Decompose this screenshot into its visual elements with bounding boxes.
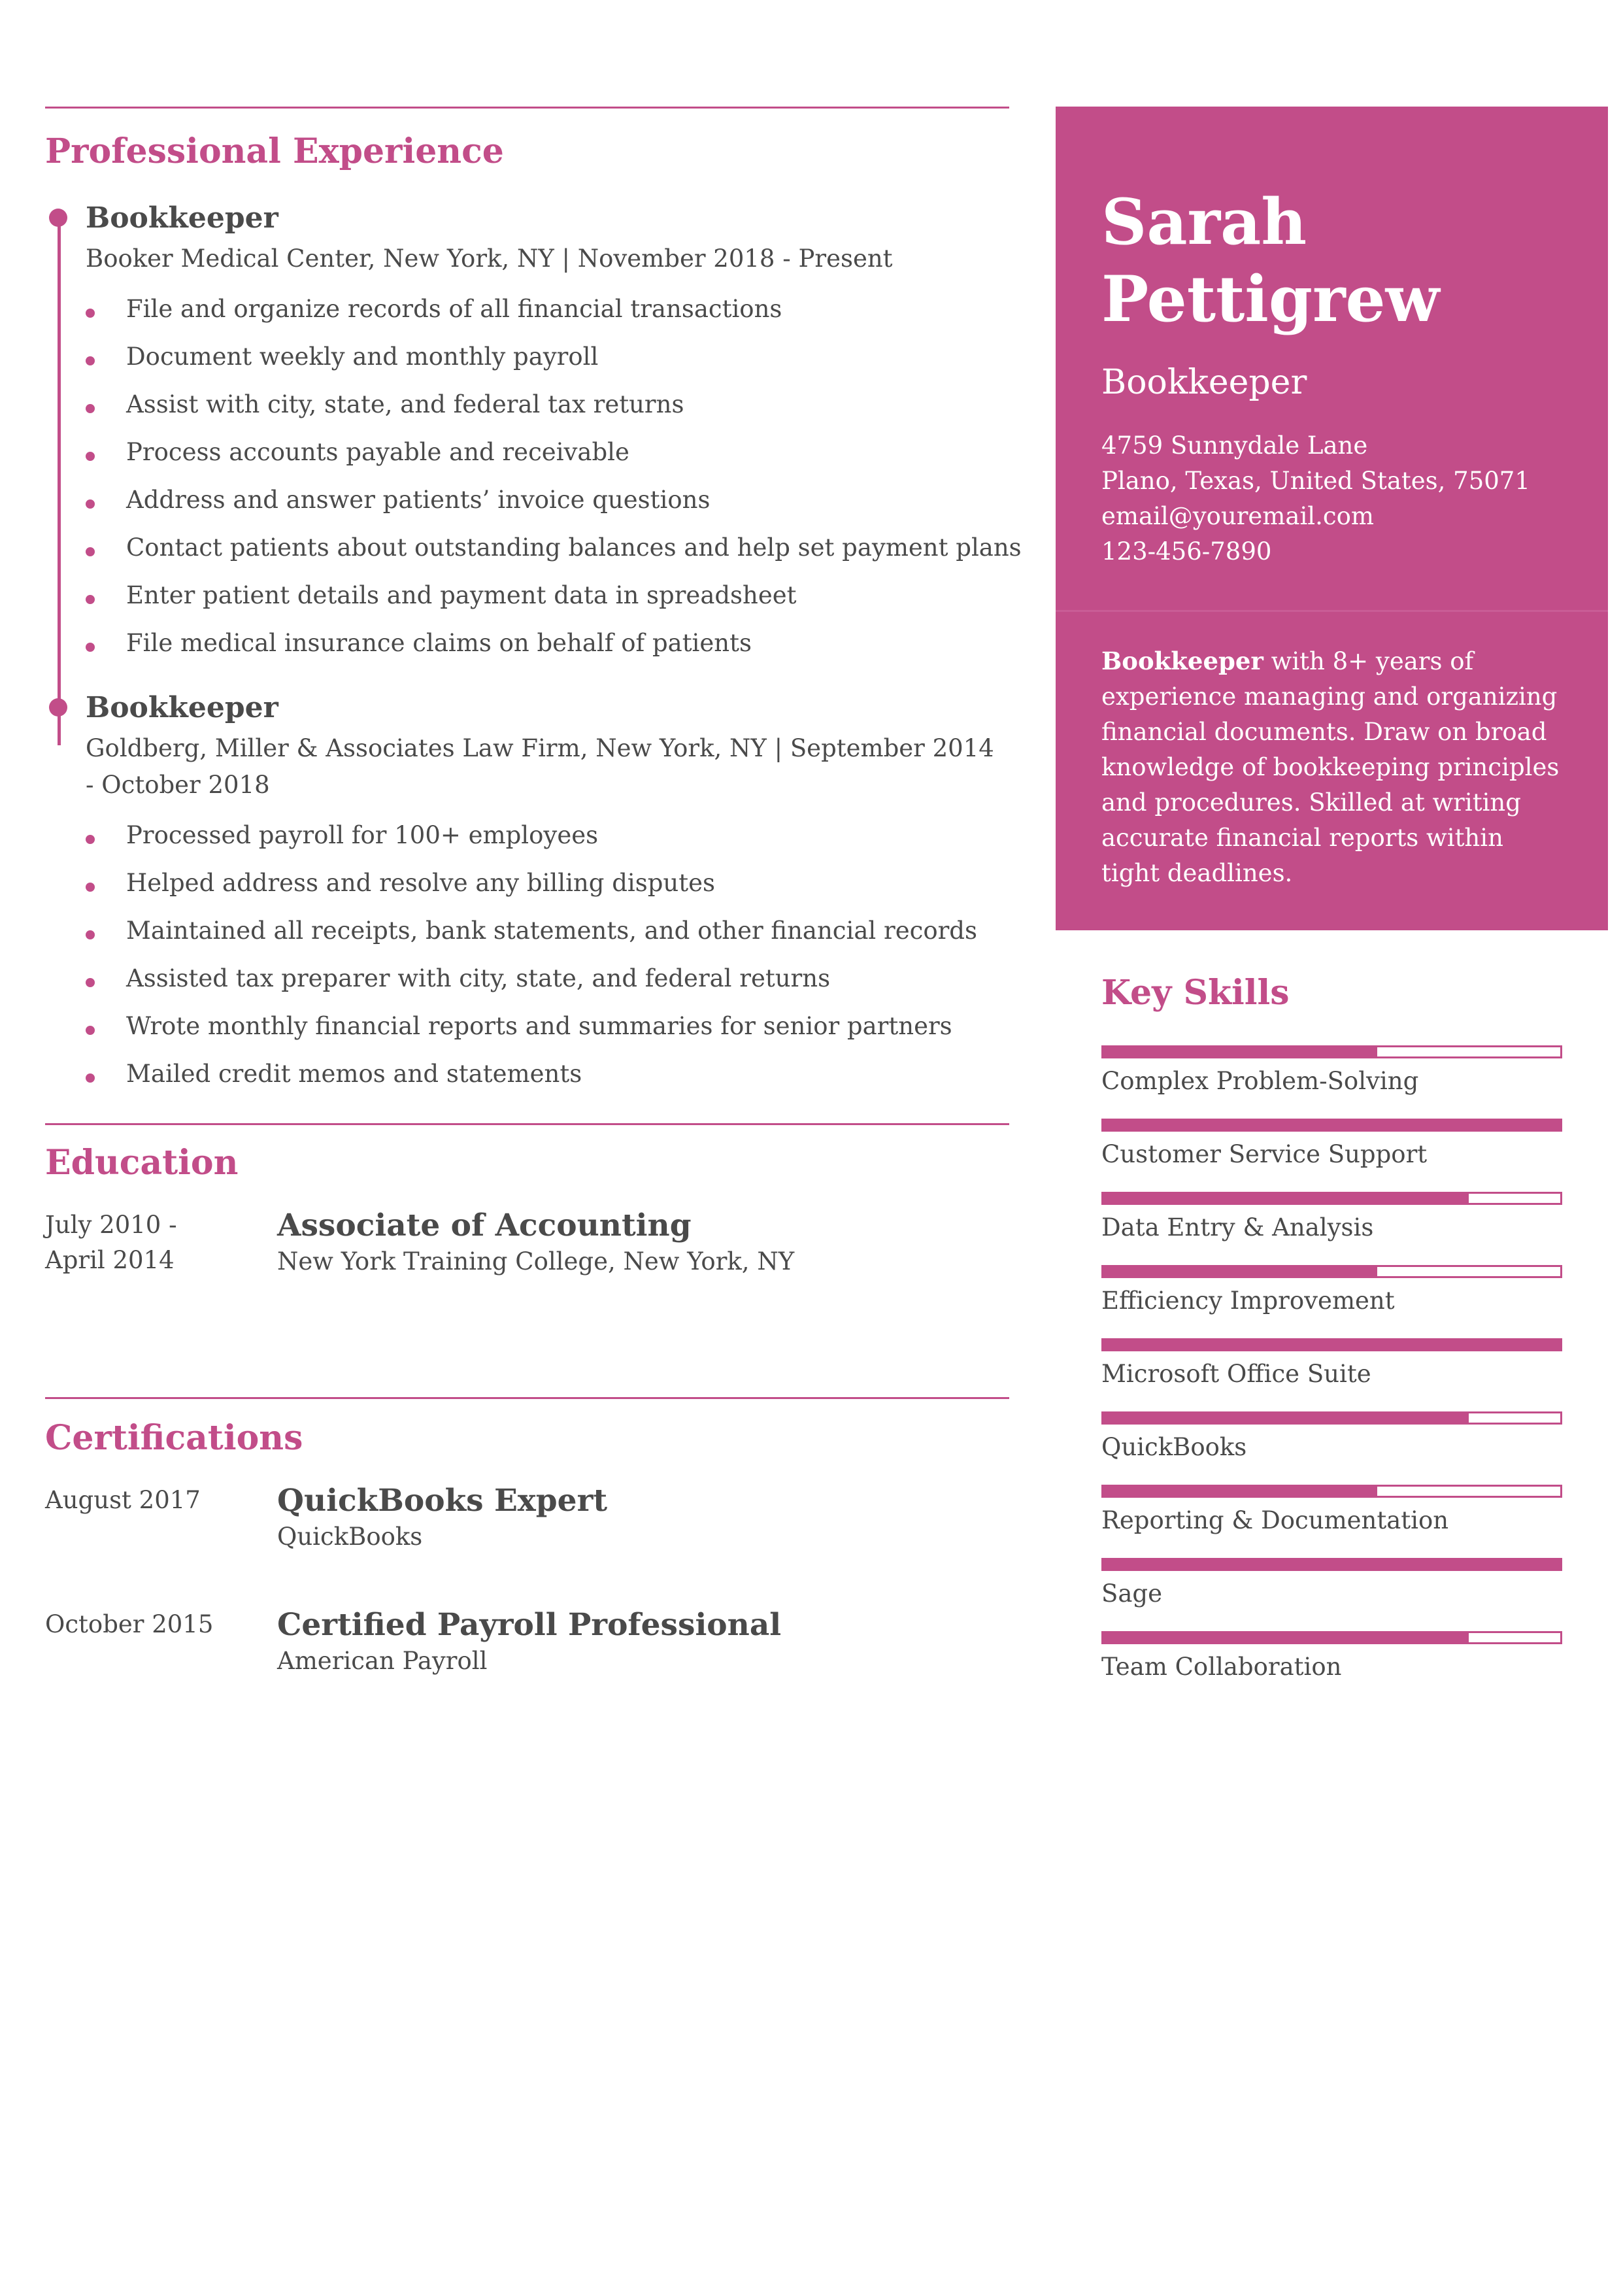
bullet-icon — [86, 547, 95, 556]
skill-bar — [1101, 1558, 1562, 1571]
timeline-dot-icon — [49, 209, 67, 227]
bullet-icon — [86, 499, 95, 509]
sidebar — [1056, 107, 1608, 1704]
experience-timeline — [45, 201, 1022, 1089]
profile-summary — [1056, 612, 1608, 930]
skill-item — [1101, 1411, 1562, 1465]
job-duties — [86, 294, 1022, 658]
profile-header — [1056, 107, 1608, 930]
duty-text: Mailed credit memos and statements — [126, 1060, 582, 1088]
job-entry — [86, 692, 1009, 1089]
bullet-icon — [86, 309, 95, 318]
bullet-icon — [86, 978, 95, 987]
skill-bar-fill — [1103, 1047, 1377, 1056]
duty-item — [86, 390, 1009, 420]
skills-section — [1056, 973, 1608, 1685]
duty-text: Document weekly and monthly payroll — [126, 343, 599, 371]
skill-label: Reporting & Documentation — [1101, 1506, 1449, 1534]
bullet-icon — [86, 452, 95, 461]
bullet-icon — [86, 404, 95, 413]
skill-bar — [1101, 1411, 1562, 1425]
timeline-dot-icon — [49, 698, 67, 717]
skill-label: Complex Problem-Solving — [1101, 1067, 1419, 1095]
duty-item — [86, 1011, 1009, 1041]
certification-entry — [45, 1483, 1009, 1555]
skill-item — [1101, 1119, 1562, 1172]
section-divider — [45, 1397, 1009, 1399]
skill-label: Customer Service Support — [1101, 1140, 1428, 1168]
skill-bar — [1101, 1485, 1562, 1498]
certification-detail — [277, 1483, 607, 1555]
duty-item — [86, 581, 1009, 611]
phone: 123-456-7890 — [1101, 537, 1272, 566]
duty-text: Contact patients about outstanding balances and help set payment plans — [126, 533, 1022, 562]
skill-bar — [1101, 1192, 1562, 1205]
skill-bar-fill — [1103, 1560, 1560, 1569]
certification-entry — [45, 1607, 1009, 1679]
skill-label: Data Entry & Analysis — [1101, 1213, 1374, 1241]
institution: New York Training College, New York, NY — [277, 1247, 795, 1275]
education-section — [45, 1123, 1009, 1279]
bullet-icon — [86, 595, 95, 604]
education-entry — [45, 1207, 1009, 1279]
duty-item — [86, 868, 1009, 898]
skill-label: QuickBooks — [1101, 1433, 1247, 1461]
bullet-icon — [86, 1026, 95, 1035]
skill-label: Sage — [1101, 1579, 1162, 1608]
certifications-heading: Certifications — [45, 1418, 303, 1458]
skill-item — [1101, 1558, 1562, 1612]
duty-text: Maintained all receipts, bank statements, and other financial records — [126, 917, 977, 945]
skill-label: Team Collaboration — [1101, 1653, 1342, 1681]
bullet-icon — [86, 1073, 95, 1083]
education-heading: Education — [45, 1143, 239, 1183]
certification-date: October 2015 — [45, 1610, 214, 1638]
first-name: Sarah — [1101, 185, 1307, 259]
skills-heading: Key Skills — [1101, 973, 1290, 1013]
certification-issuer: American Payroll — [277, 1647, 488, 1675]
duty-text: Assist with city, state, and federal tax returns — [126, 390, 684, 418]
skill-bar-fill — [1103, 1413, 1469, 1423]
duty-item — [86, 1059, 1009, 1089]
skill-bar — [1101, 1045, 1562, 1058]
certifications-section — [45, 1397, 1009, 1679]
skill-bar-fill — [1103, 1633, 1469, 1642]
section-divider — [45, 1123, 1009, 1125]
duty-text: File medical insurance claims on behalf of patients — [126, 629, 752, 657]
duty-item — [86, 342, 1009, 372]
job-role: Bookkeeper — [1101, 363, 1307, 402]
email: email@youremail.com — [1101, 502, 1374, 530]
duty-text: Enter patient details and payment data in spreadsheet — [126, 581, 797, 609]
skill-item — [1101, 1265, 1562, 1319]
contact-info — [1101, 428, 1562, 569]
certification-date: August 2017 — [45, 1486, 201, 1514]
bullet-icon — [86, 356, 95, 365]
duty-item — [86, 916, 1009, 946]
skill-item — [1101, 1631, 1562, 1685]
duty-text: File and organize records of all financial transactions — [126, 295, 782, 323]
skill-item — [1101, 1485, 1562, 1538]
education-detail — [277, 1207, 794, 1279]
bullet-icon — [86, 643, 95, 652]
address-line-2: Plano, Texas, United States, 75071 — [1101, 467, 1530, 495]
duty-text: Assisted tax preparer with city, state, and federal returns — [126, 964, 831, 992]
bullet-icon — [86, 883, 95, 892]
duty-text: Helped address and resolve any billing disputes — [126, 869, 715, 897]
skill-bar-fill — [1103, 1267, 1377, 1276]
experience-section — [45, 107, 1022, 1089]
certification-detail — [277, 1607, 781, 1679]
skill-bar — [1101, 1338, 1562, 1351]
job-meta: Goldberg, Miller & Associates Law Firm, New York, NY | September 2014 - October 2018 — [86, 734, 994, 799]
job-meta: Booker Medical Center, New York, NY | November 2018 - Present — [86, 245, 893, 273]
timeline-line — [58, 217, 61, 745]
skill-bar-fill — [1103, 1487, 1377, 1496]
duty-text: Process accounts payable and receivable — [126, 438, 629, 466]
address-line-1: 4759 Sunnydale Lane — [1101, 431, 1368, 460]
section-divider — [45, 107, 1009, 109]
job-entry — [86, 201, 1022, 658]
skill-item — [1101, 1045, 1562, 1099]
job-title: Bookkeeper — [86, 201, 278, 235]
duty-text: Wrote monthly financial reports and summaries for senior partners — [126, 1012, 952, 1040]
summary-lead: Bookkeeper — [1101, 647, 1263, 675]
degree-title: Associate of Accounting — [277, 1207, 692, 1243]
last-name: Pettigrew — [1101, 262, 1440, 336]
certification-name: QuickBooks Expert — [277, 1483, 608, 1519]
job-title: Bookkeeper — [86, 691, 278, 724]
duty-text: Processed payroll for 100+ employees — [126, 821, 599, 849]
duty-item — [86, 820, 1009, 851]
skill-item — [1101, 1338, 1562, 1392]
duty-text: Address and answer patients’ invoice questions — [126, 486, 711, 514]
duty-item — [86, 628, 1009, 658]
skill-item — [1101, 1192, 1562, 1245]
certification-name: Certified Payroll Professional — [277, 1607, 782, 1643]
duty-item — [86, 485, 1009, 515]
bullet-icon — [86, 930, 95, 939]
skill-label: Microsoft Office Suite — [1101, 1360, 1371, 1388]
certification-issuer: QuickBooks — [277, 1523, 423, 1551]
profile-top — [1056, 107, 1608, 610]
main-column — [45, 107, 1022, 1679]
skill-label: Efficiency Improvement — [1101, 1287, 1395, 1315]
duty-item — [86, 964, 1009, 994]
skill-bar — [1101, 1265, 1562, 1278]
skill-bar — [1101, 1631, 1562, 1644]
experience-heading: Professional Experience — [45, 131, 504, 171]
skill-bar-fill — [1103, 1340, 1560, 1349]
duty-item — [86, 533, 1022, 563]
skill-bar-fill — [1103, 1194, 1469, 1203]
summary-text: with 8+ years of experience managing and organizing financial documents. Draw on broad knowledge of bookkeeping principles and procedures. Skilled at writing accurate financial reports within tight deadlines. — [1101, 647, 1560, 887]
job-duties — [86, 820, 1009, 1089]
skill-bar-fill — [1103, 1121, 1560, 1130]
skill-bar — [1101, 1119, 1562, 1132]
education-date: July 2010 - April 2014 — [45, 1211, 177, 1274]
duty-item — [86, 294, 1009, 324]
skills-list — [1101, 1045, 1562, 1685]
duty-item — [86, 437, 1009, 467]
bullet-icon — [86, 835, 95, 844]
